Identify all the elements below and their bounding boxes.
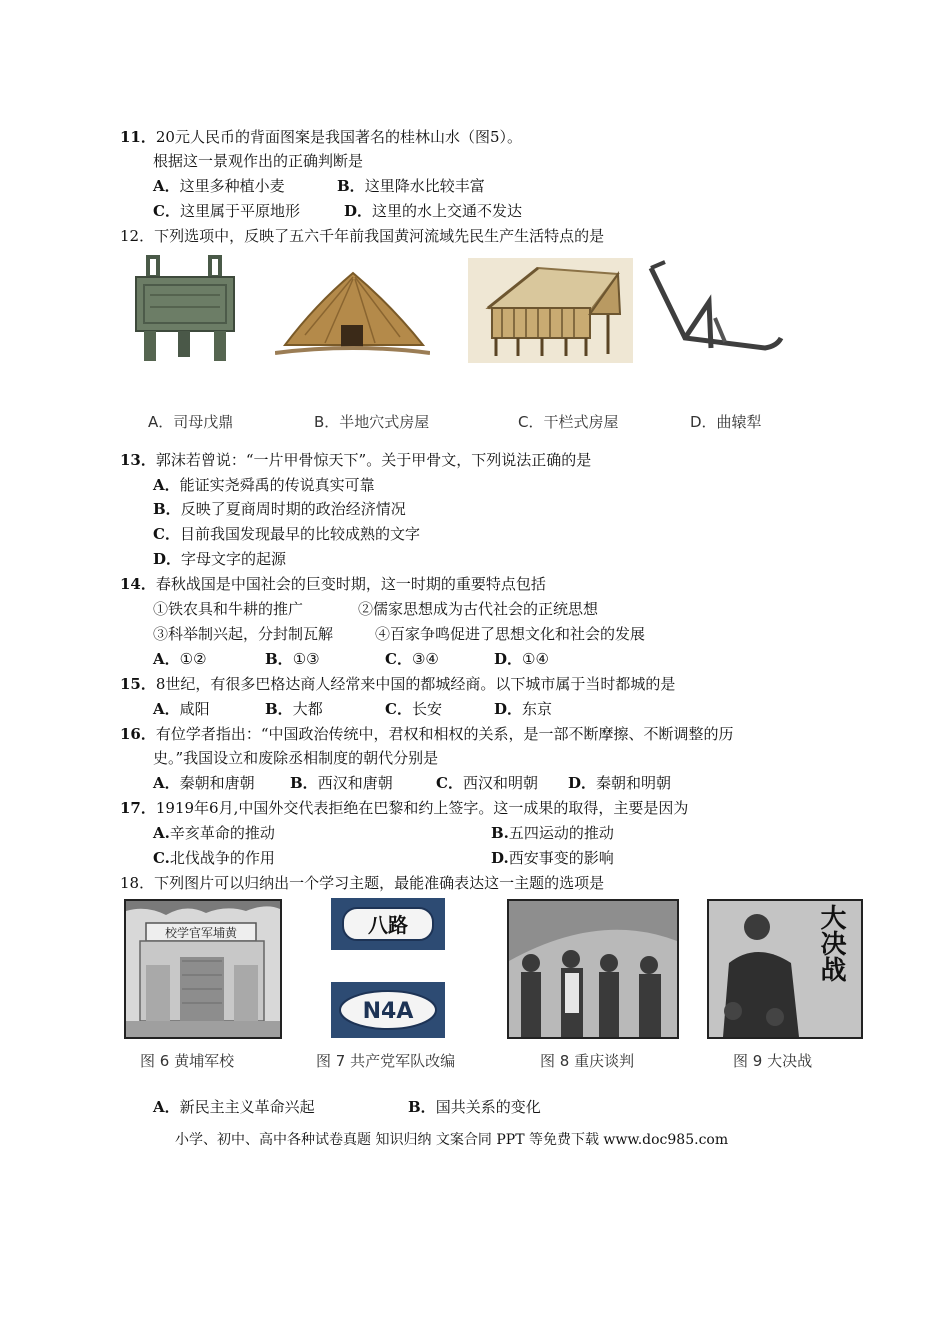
curved-plow-image [645,258,785,358]
q12-caption-a: A．司母戊鼎 [148,413,234,431]
q15-stem: 15．8世纪，有很多巴格达商人经常来中国的都城经商。以下城市属于当时都城的是 [120,675,676,693]
badge-8th-route-text: 八路 [368,913,408,937]
q15-option-b: B．大都 [265,700,323,718]
ding-vessel-image [130,255,240,365]
q11-option-c: C．这里属于平原地形 [153,202,300,220]
q13-option-a: A．能证实尧舜禹的传说真实可靠 [153,476,375,494]
chongqing-negotiation-photo [507,899,679,1039]
q16-stem: 16．有位学者指出：“中国政治传统中，君权和相权的关系，是一部不断摩擦、不断调整的历 [120,725,734,743]
q18-option-b: B．国共关系的变化 [408,1098,541,1116]
q13-option-d: D．字母文字的起源 [153,550,287,568]
q12-caption-c: C．干栏式房屋 [518,413,619,431]
q14-stem: 14．春秋战国是中国社会的巨变时期，这一时期的重要特点包括 [120,575,546,593]
q11-option-d: D．这里的水上交通不发达 [344,202,523,220]
q17-option-b: B.五四运动的推动 [491,824,614,842]
q11-stem [120,127,522,147]
q17-stem: 17．1919年6月,中国外交代表拒绝在巴黎和约上签字。这一成果的取得，主要是因为 [120,799,689,817]
q16-option-c: C．西汉和明朝 [436,774,538,792]
q11-option-b: B．这里降水比较丰富 [337,177,485,195]
q17-option-a: A.辛亥革命的推动 [153,824,275,842]
q13-stem: 13．郭沫若曾说：“一片甲骨惊天下”。关于甲骨文，下列说法正确的是 [120,451,592,469]
eighth-route-badge [331,898,445,950]
fig7-caption: 图 7 共产党军队改编 [316,1052,456,1070]
q15-option-a: A．咸阳 [153,700,210,718]
q16-option-a: A．秦朝和唐朝 [153,774,255,792]
semi-subterranean-hut-image [275,265,430,360]
academy-sign-text: 校学官军埔黄 [164,926,238,940]
q16-option-b: B．西汉和唐朝 [290,774,393,792]
fig6-caption: 图 6 黄埔军校 [140,1052,235,1070]
q12-stem: 12．下列选项中，反映了五六千年前我国黄河流域先民生产生活特点的是 [120,227,605,245]
q14-item-3: ③科举制兴起，分封制瓦解 [153,625,334,643]
q16-stem2: 史。”我国设立和废除丞相制度的朝代分别是 [153,749,439,767]
q14-option-d: D．①④ [494,650,549,668]
fig9-caption: 图 9 大决战 [733,1052,813,1070]
q12-caption-d: D．曲辕犁 [690,413,762,431]
question-text: 20元人民币的背面图案是我国著名的桂林山水（图5）。 [155,128,523,146]
q11-stem2: 根据这一景观作出的正确判断是 [153,152,364,170]
q14-item-2: ②儒家思想成为古代社会的正统思想 [358,600,599,618]
stilt-house-image [468,258,633,363]
q17-option-d: D.西安事变的影响 [491,849,614,867]
q16-option-d: D．秦朝和明朝 [568,774,672,792]
q15-option-c: C．长安 [385,700,442,718]
q15-option-d: D．东京 [494,700,553,718]
q14-option-a: A．①② [153,650,207,668]
poster-title-text: 大决战 [816,904,846,982]
new-fourth-army-badge [331,982,445,1038]
q14-item-1: ①铁农具和牛耕的推广 [153,600,304,618]
q12-caption-b: B．半地穴式房屋 [314,413,430,431]
question-number: 11． [120,128,156,146]
q14-option-b: B．①③ [265,650,320,668]
huangpu-academy-photo [124,899,282,1039]
q13-option-c: C．目前我国发现最早的比较成熟的文字 [153,525,420,543]
q18-stem: 18．下列图片可以归纳出一个学习主题，最能准确表达这一主题的选项是 [120,874,605,892]
badge-n4a-text: N4A [362,999,414,1024]
q14-item-4: ④百家争鸣促进了思想文化和社会的发展 [375,625,646,643]
q13-option-b: B．反映了夏商周时期的政治经济情况 [153,500,406,518]
q17-option-c: C.北伐战争的作用 [153,849,275,867]
page-footer: 小学、初中、高中各种试卷真题 知识归纳 文案合同 PPT 等免费下载 www.doc985.com [175,1132,729,1148]
q11-option-a: A．这里多种植小麦 [153,177,285,195]
q18-option-a: A．新民主主义革命兴起 [153,1098,315,1116]
fig8-caption: 图 8 重庆谈判 [540,1052,635,1070]
decisive-battle-poster [707,899,863,1039]
q14-option-c: C．③④ [385,650,439,668]
